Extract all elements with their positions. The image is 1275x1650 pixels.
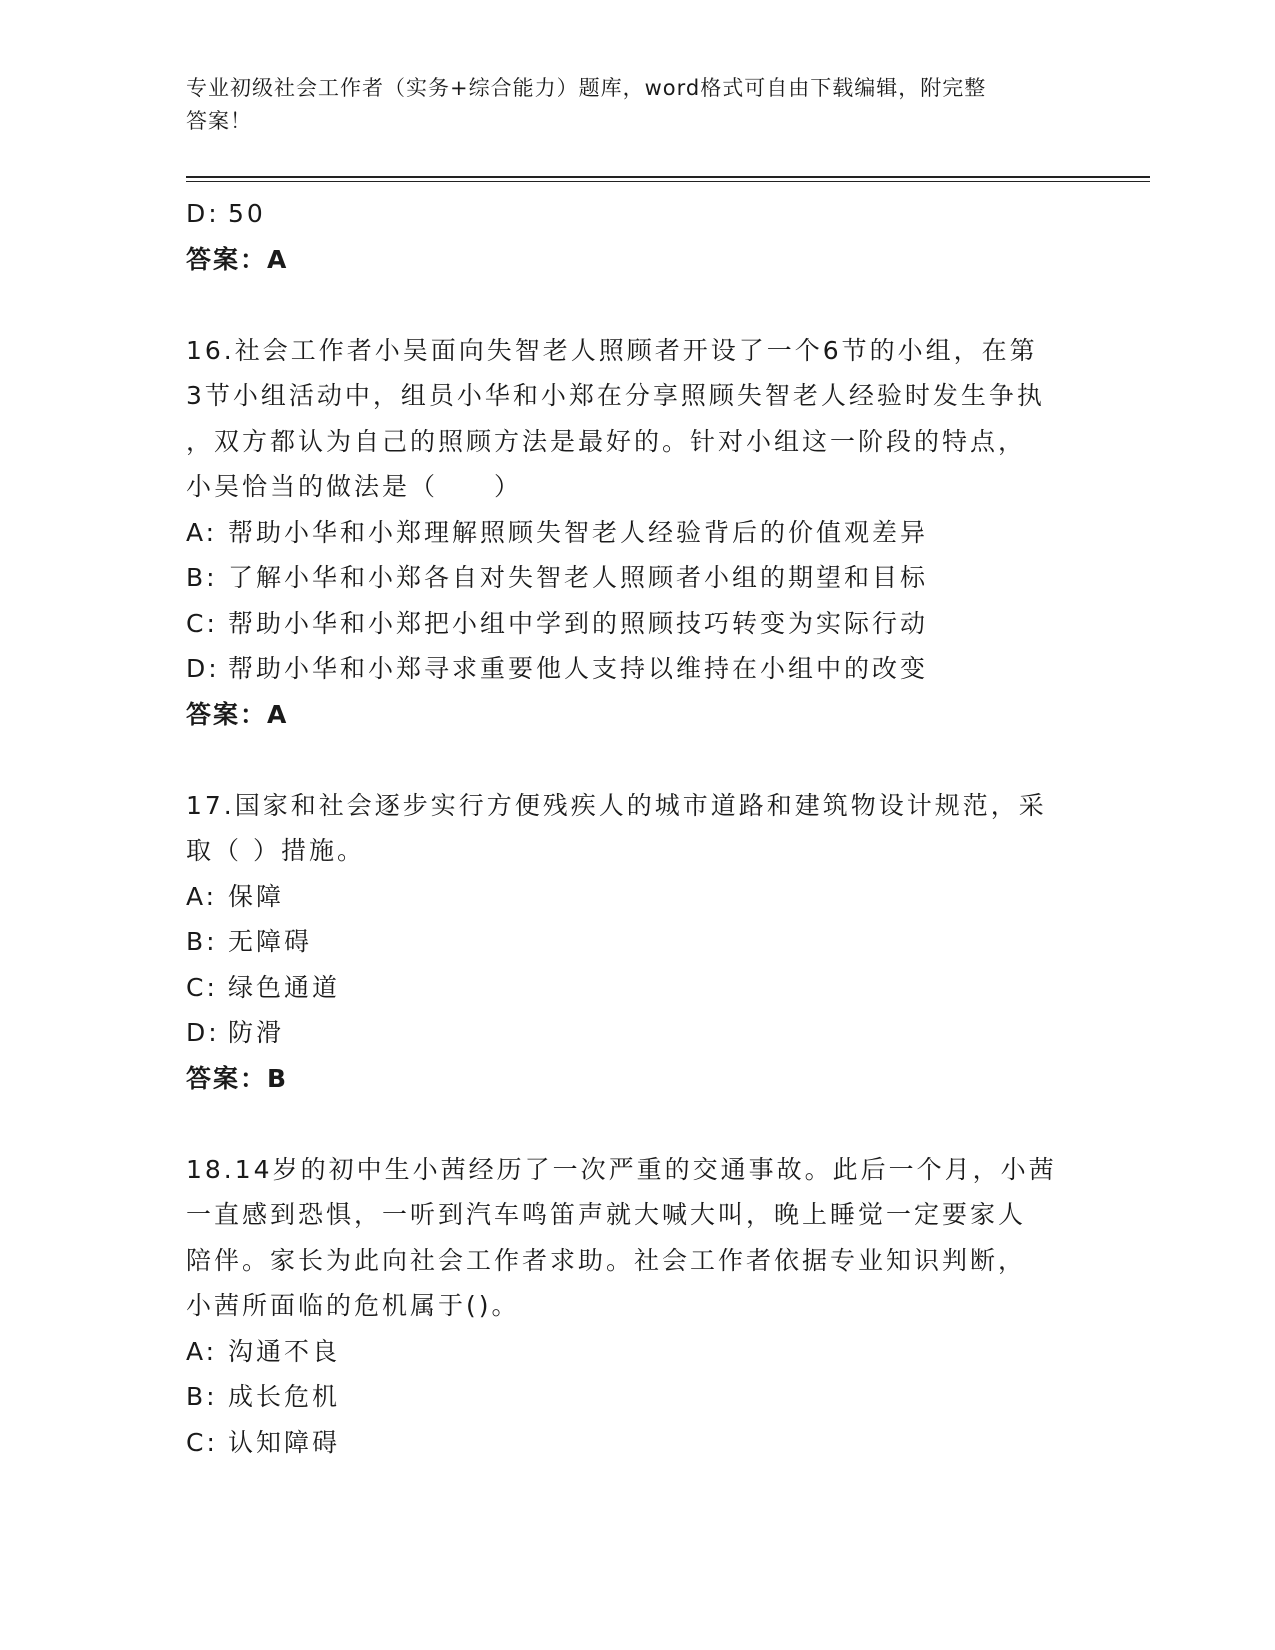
option-label: A: <box>186 1336 218 1366</box>
question-17-stem <box>186 783 1086 874</box>
question-content <box>186 191 1086 1465</box>
question-line: 17.国家和社会逐步实行方便残疾人的城市道路和建筑物设计规范，采 <box>186 790 1047 820</box>
question-line: 16.社会工作者小吴面向失智老人照顾者开设了一个6节的小组，在第 <box>186 335 1038 365</box>
option-text: 帮助小华和小郑寻求重要他人支持以维持在小组中的改变 <box>228 654 929 683</box>
option-text: 了解小华和小郑各自对失智老人照顾者小组的期望和目标 <box>228 563 929 592</box>
question-16-option-b <box>186 555 1086 601</box>
option-label: C: <box>186 1427 218 1457</box>
question-line: 3节小组活动中，组员小华和小郑在分享照顾失智老人经验时发生争执 <box>186 381 1045 410</box>
prev-option-d <box>186 191 1086 237</box>
option-text: 成长危机 <box>228 1382 341 1411</box>
question-18-stem <box>186 1147 1086 1329</box>
option-label: B: <box>186 563 218 592</box>
header-title-line1: 专业初级社会工作者（实务+综合能力）题库，word格式可自由下载编辑，附完整 <box>186 76 987 100</box>
spacer <box>186 737 1086 783</box>
question-line: 一直感到恐惧，一听到汽车鸣笛声就大喊大叫，晚上睡觉一定要家人 <box>186 1200 1027 1229</box>
option-label: A: <box>186 517 218 547</box>
option-label: C: <box>186 608 218 638</box>
header-title-line2: 答案！ <box>186 109 252 133</box>
question-18-option-a <box>186 1329 1086 1375</box>
spacer <box>186 282 1086 328</box>
prev-answer: 答案：A <box>186 244 289 274</box>
option-label: B: <box>186 1382 218 1411</box>
option-text: 保障 <box>228 881 285 911</box>
question-line: 小茜所面临的危机属于()。 <box>186 1291 520 1320</box>
option-text: 帮助小华和小郑理解照顾失智老人经验背后的价值观差异 <box>228 517 929 547</box>
question-17-answer: 答案：B <box>186 1063 289 1093</box>
question-17-option-b <box>186 919 1086 965</box>
option-text: 帮助小华和小郑把小组中学到的照顾技巧转变为实际行动 <box>228 608 929 638</box>
question-16-option-d <box>186 646 1086 692</box>
option-label: C: <box>186 972 218 1002</box>
option-label: A: <box>186 881 218 911</box>
question-17-option-a <box>186 874 1086 920</box>
option-text: 认知障碍 <box>228 1427 341 1457</box>
question-line: ，双方都认为自己的照顾方法是最好的。针对小组这一阶段的特点， <box>186 426 1027 456</box>
question-16-stem <box>186 328 1086 510</box>
option-label: B: <box>186 927 218 956</box>
question-16-option-c <box>186 601 1086 647</box>
question-17-option-c <box>186 965 1086 1011</box>
option-text: 无障碍 <box>228 927 313 956</box>
question-16-answer: 答案：A <box>186 699 289 729</box>
spacer <box>186 1101 1086 1147</box>
header-divider-thin <box>186 181 1150 182</box>
question-line: 陪伴。家长为此向社会工作者求助。社会工作者依据专业知识判断， <box>186 1245 1027 1275</box>
option-label: D: <box>186 199 220 228</box>
question-16-option-a <box>186 510 1086 556</box>
option-text: 50 <box>228 199 266 228</box>
question-18-option-c <box>186 1420 1086 1466</box>
question-line: 取（ ）措施。 <box>186 836 365 865</box>
question-line: 18.14岁的初中生小茜经历了一次严重的交通事故。此后一个月，小茜 <box>186 1154 1057 1184</box>
question-line: 小吴恰当的做法是（ ） <box>186 472 523 501</box>
header-divider <box>186 176 1150 178</box>
option-label: D: <box>186 654 220 683</box>
option-text: 绿色通道 <box>228 972 341 1002</box>
question-18-option-b <box>186 1374 1086 1420</box>
option-text: 沟通不良 <box>228 1336 341 1366</box>
option-text: 防滑 <box>228 1018 285 1047</box>
page-header <box>186 72 1086 138</box>
option-label: D: <box>186 1018 220 1047</box>
question-17-option-d <box>186 1010 1086 1056</box>
